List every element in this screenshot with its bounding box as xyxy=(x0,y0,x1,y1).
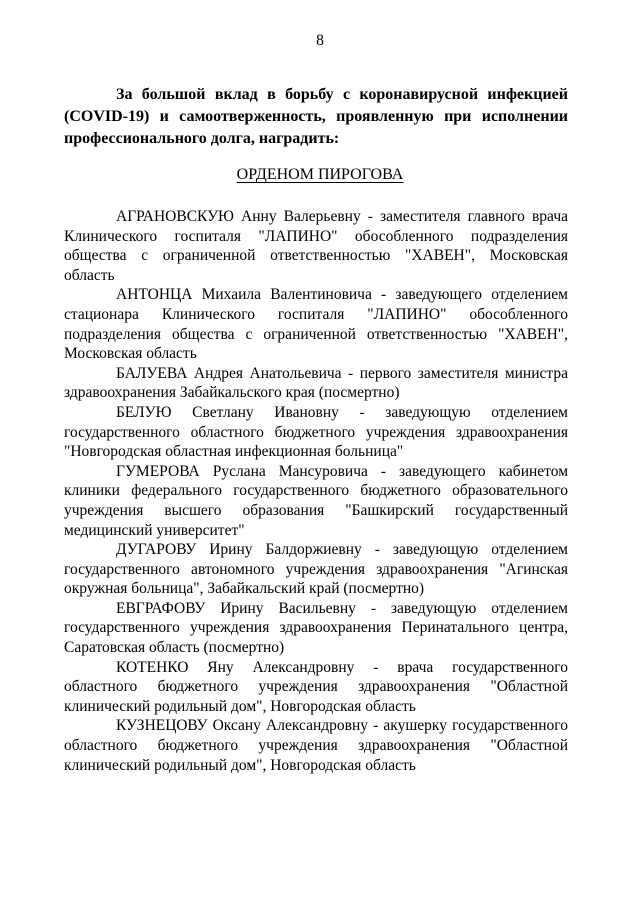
page-number: 8 xyxy=(316,32,324,49)
awardee-entry: ЕВГРАФОВУ Ирину Васильевну - заведующую отделением государственного учреждения здравоохранения Перинатального центра, Саратовская область (посмертно) xyxy=(64,599,568,657)
awardee-entry: АНТОНЦА Михаила Валентиновича - заведующего отделением стационара Клинического госпиталя "ЛАПИНО" обособленного подразделения общества с ограниченной ответственностью "ХАВЕН", Московская область xyxy=(64,286,568,363)
order-title: ОРДЕНОМ ПИРОГОВА xyxy=(236,166,404,183)
awardee-entry: БАЛУЕВА Андрея Анатольевича - первого заместителя министра здравоохранения Забайкальского края (посмертно) xyxy=(64,364,568,402)
awardee-entry: АГРАНОВСКУЮ Анну Валерьевну - заместителя главного врача Клинического госпиталя "ЛАПИНО" обособленного подразделения общества с ограниченной ответственностью "ХАВЕН", Московская область xyxy=(64,208,568,284)
awardee-list xyxy=(64,207,568,775)
awardee-entry: ДУГАРОВУ Ирину Балдоржиевну - заведующую отделением государственного автономного учреждения здравоохранения "Агинская окружная больница", Забайкальский край (посмертно) xyxy=(64,541,568,598)
award-preamble: За большой вклад в борьбу с коронавирусной инфекцией (COVID-19) и самоотверженность, проявленную при исполнении профессионального долга, наградить: xyxy=(64,86,568,147)
awardee-entry: ГУМЕРОВА Руслана Мансуровича - заведующего кабинетом клиники федерального государственного бюджетного образовательного учреждения высшего образования "Башкирский государственный медицинский университет" xyxy=(64,462,568,539)
awardee-entry: БЕЛУЮ Светлану Ивановну - заведующую отделением государственного областного бюджетного учреждения здравоохранения "Новгородская областная инфекционная больница" xyxy=(64,403,568,461)
awardee-entry: КОТЕНКО Яну Александровну - врача государственного областного бюджетного учреждения здравоохранения "Областной клинический родильный дом", Новгородская область xyxy=(64,658,568,715)
awardee-entry: КУЗНЕЦОВУ Оксану Александровну - акушерку государственного областного бюджетного учреждения здравоохранения "Областной клинический родильный дом", Новгородская область xyxy=(64,717,568,774)
